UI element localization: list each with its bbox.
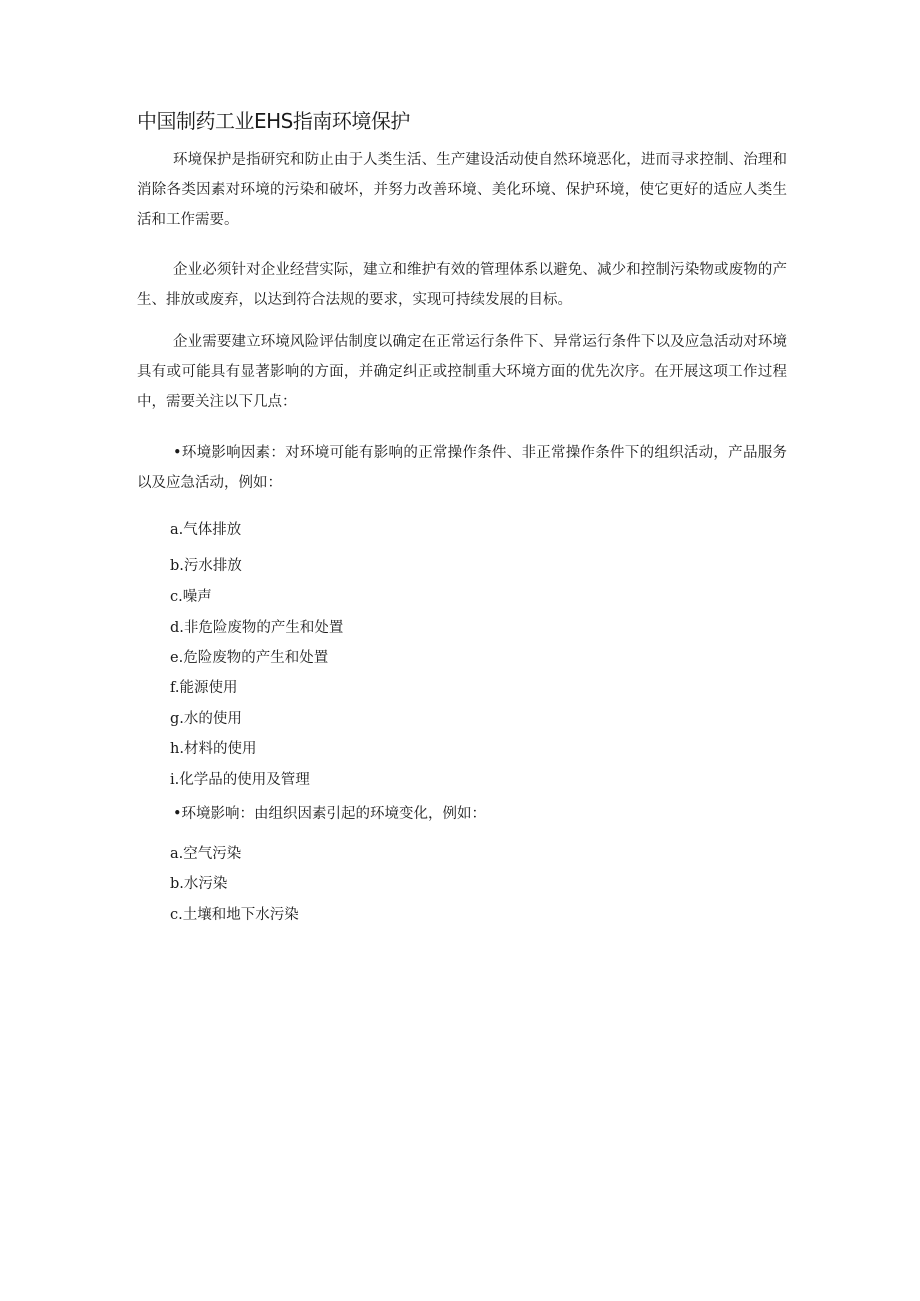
list-item: b.水污染: [170, 876, 228, 892]
paragraph-management-system: 企业必须针对企业经营实际，建立和维护有效的管理体系以避免、减少和控制污染物或废物的产生、排放或废弃，以达到符合法规的要求，实现可持续发展的目标。: [137, 262, 787, 308]
list-item: h.材料的使用: [170, 741, 257, 757]
list-item: d.非危险废物的产生和处置: [170, 620, 344, 636]
list-item: i.化学品的使用及管理: [170, 772, 310, 788]
list-item: c.噪声: [170, 589, 212, 605]
bullet-environmental-impact: •环境影响：由组织因素引起的环境变化，例如：: [173, 806, 487, 822]
list-item: b.污水排放: [170, 558, 242, 574]
list-item: f.能源使用: [170, 680, 238, 696]
list-item: a.空气污染: [170, 846, 242, 862]
bullet-environmental-factors: •环境影响因素：对环境可能有影响的正常操作条件、非正常操作条件下的组织活动，产品服务以及应急活动，例如：: [137, 445, 787, 491]
paragraph-risk-assessment: 企业需要建立环境风险评估制度以确定在正常运行条件下、异常运行条件下以及应急活动对环境具有或可能具有显著影响的方面，并确定纠正或控制重大环境方面的优先次序。在开展这项工作过程中，需要关注以下几点：: [137, 334, 787, 410]
list-item: e.危险废物的产生和处置: [170, 650, 329, 666]
document-title: 中国制药工业EHS指南环境保护: [137, 109, 410, 133]
list-item: g.水的使用: [170, 711, 242, 727]
paragraph-definition: 环境保护是指研究和防止由于人类生活、生产建设活动使自然环境恶化，进而寻求控制、治理和消除各类因素对环境的污染和破坏，并努力改善环境、美化环境、保护环境，使它更好的适应人类生活和工作需要。: [137, 152, 787, 228]
list-item: a.气体排放: [170, 522, 242, 538]
list-item: c.土壤和地下水污染: [170, 907, 299, 923]
